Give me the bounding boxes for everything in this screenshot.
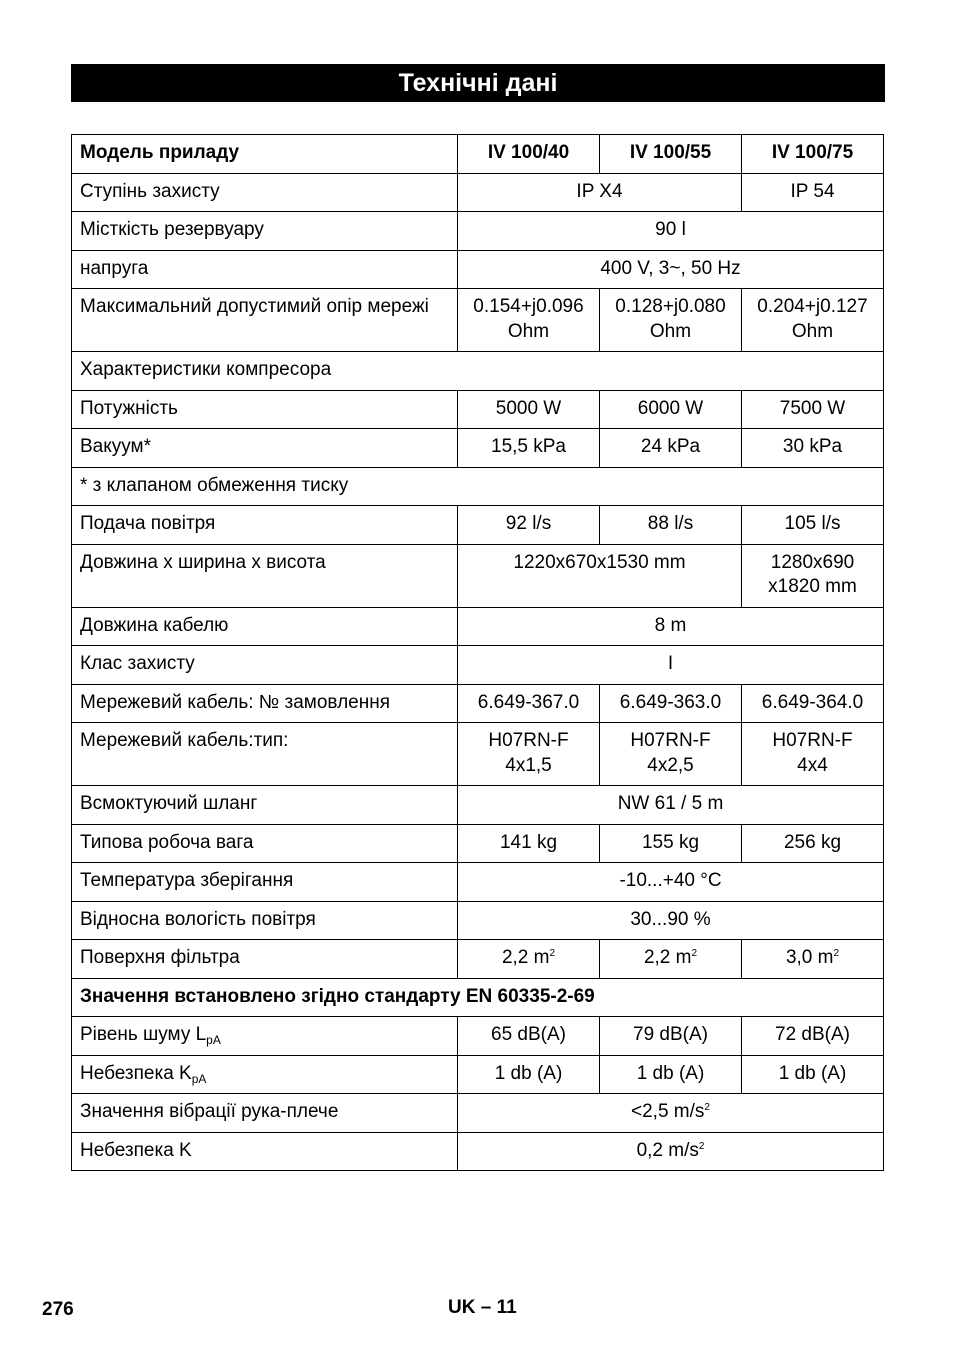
row-value: 1 db (A)	[742, 1055, 884, 1094]
table-row	[72, 824, 884, 863]
row-value: 141 kg	[458, 824, 600, 863]
row-value	[600, 289, 742, 352]
row-value: 6.649-364.0	[742, 684, 884, 723]
row-value: 24 kPa	[600, 429, 742, 468]
value-line-2: x1820 mm	[768, 576, 857, 597]
value-line-2: 4x2,5	[647, 754, 694, 776]
row-label: Місткість резервуару	[72, 212, 458, 251]
value-line-1: 0.128+j0.080	[615, 296, 726, 317]
subscript: pA	[191, 1071, 207, 1086]
header-label: Модель приладу	[72, 135, 458, 174]
row-value: 30 kPa	[742, 429, 884, 468]
table-row	[72, 250, 884, 289]
table-row	[72, 1017, 884, 1056]
row-value: 6.649-367.0	[458, 684, 600, 723]
table-row	[72, 684, 884, 723]
row-value: 79 dB(A)	[600, 1017, 742, 1056]
superscript: 2	[698, 1140, 705, 1152]
row-label	[72, 1017, 458, 1056]
row-value	[458, 723, 600, 786]
table-row	[72, 1055, 884, 1094]
page-number: 276	[42, 1299, 74, 1320]
row-value: 105 l/s	[742, 506, 884, 545]
row-label: Мережевий кабель: № замовлення	[72, 684, 458, 723]
table-row	[72, 289, 884, 352]
subscript: pA	[206, 1033, 221, 1047]
row-value: 1 db (A)	[458, 1055, 600, 1094]
row-value: 5000 W	[458, 390, 600, 429]
row-value	[458, 940, 600, 979]
page-title: Технічні дані	[71, 64, 885, 102]
table-row	[72, 1132, 884, 1171]
table-row	[72, 173, 884, 212]
row-value	[458, 1094, 884, 1133]
value-line-1: H07RN-F	[630, 730, 711, 751]
row-value: 15,5 kPa	[458, 429, 600, 468]
label-text: Рівень шуму L	[80, 1024, 207, 1045]
table-row	[72, 212, 884, 251]
table-row	[72, 723, 884, 786]
row-value: I	[458, 646, 884, 685]
row-label: Поверхня фільтра	[72, 940, 458, 979]
header-model-3: IV 100/75	[742, 135, 884, 174]
value-line-2: Ohm	[791, 320, 834, 342]
row-value: 1220x670x1530 mm	[458, 544, 742, 607]
row-label: Значення вібрації рука-плече	[72, 1094, 458, 1133]
table-row	[72, 901, 884, 940]
row-value	[458, 1132, 884, 1171]
row-value: 30...90 %	[458, 901, 884, 940]
value-text: <2,5 m/s	[631, 1101, 705, 1122]
row-label: Клас захисту	[72, 646, 458, 685]
table-row	[72, 506, 884, 545]
row-value	[742, 723, 884, 786]
row-value: IP 54	[742, 173, 884, 212]
table-header-row	[72, 135, 884, 174]
note-label: * з клапаном обмеження тиску	[72, 467, 884, 506]
value-text: 2,2 m	[643, 947, 692, 968]
row-value	[600, 940, 742, 979]
table-row	[72, 786, 884, 825]
row-value: 88 l/s	[600, 506, 742, 545]
value-line-2: Ohm	[507, 320, 550, 342]
table-row	[72, 1094, 884, 1133]
table-row	[72, 429, 884, 468]
note-row	[72, 467, 884, 506]
row-value: 7500 W	[742, 390, 884, 429]
table-row	[72, 544, 884, 607]
row-label: Вакуум*	[72, 429, 458, 468]
row-value	[600, 723, 742, 786]
table-row	[72, 390, 884, 429]
table-row	[72, 607, 884, 646]
header-model-2: IV 100/55	[600, 135, 742, 174]
value-text: 3,0 m	[785, 947, 834, 968]
language-page-label: UK – 11	[448, 1297, 517, 1318]
technical-data-table	[71, 134, 884, 1171]
value-line-2: 4x1,5	[505, 754, 552, 776]
row-value: 256 kg	[742, 824, 884, 863]
value-line-1: 0.154+j0.096	[473, 296, 584, 317]
row-value: 8 m	[458, 607, 884, 646]
row-label: Всмоктуючий шланг	[72, 786, 458, 825]
label-text: Небезпека K	[80, 1062, 192, 1084]
row-value: 92 l/s	[458, 506, 600, 545]
value-line-1: H07RN-F	[488, 730, 569, 751]
superscript: 2	[691, 948, 698, 959]
table-row	[72, 646, 884, 685]
section-row	[72, 352, 884, 391]
value-line-2: Ohm	[649, 320, 692, 342]
row-label	[72, 1055, 458, 1094]
row-value: -10...+40 °C	[458, 863, 884, 902]
row-value: 155 kg	[600, 824, 742, 863]
section-row	[72, 978, 884, 1017]
value-line-1: H07RN-F	[772, 730, 853, 751]
row-value: 400 V, 3~, 50 Hz	[458, 250, 884, 289]
value-text: 2,2 m	[501, 947, 550, 968]
row-label: Небезпека K	[72, 1132, 458, 1171]
row-label: Довжина x ширина x висота	[72, 544, 458, 607]
section-label: Характеристики компресора	[72, 352, 884, 391]
row-value: 72 dB(A)	[742, 1017, 884, 1056]
row-value: 1 db (A)	[600, 1055, 742, 1094]
value-text: 0,2 m/s	[636, 1139, 699, 1161]
superscript: 2	[833, 948, 840, 959]
header-model-1: IV 100/40	[458, 135, 600, 174]
superscript: 2	[549, 948, 556, 959]
row-value	[742, 544, 884, 607]
row-label: Довжина кабелю	[72, 607, 458, 646]
row-value	[742, 289, 884, 352]
row-label: Подача повітря	[72, 506, 458, 545]
value-line-1: 1280x690	[770, 551, 855, 573]
row-value: IP X4	[458, 173, 742, 212]
row-label: Типова робоча вага	[72, 824, 458, 863]
value-line-1: 0.204+j0.127	[757, 296, 868, 317]
row-label: напруга	[72, 250, 458, 289]
row-value	[458, 289, 600, 352]
row-value: NW 61 / 5 m	[458, 786, 884, 825]
row-label: Відносна вологість повітря	[72, 901, 458, 940]
row-label: Максимальний допустимий опір мережі	[72, 289, 458, 352]
row-value	[742, 940, 884, 979]
row-label: Температура зберігання	[72, 863, 458, 902]
row-label: Ступінь захисту	[72, 173, 458, 212]
row-value: 6000 W	[600, 390, 742, 429]
table-row	[72, 863, 884, 902]
row-value: 90 l	[458, 212, 884, 251]
row-value: 6.649-363.0	[600, 684, 742, 723]
superscript: 2	[704, 1102, 710, 1113]
row-value: 65 dB(A)	[458, 1017, 600, 1056]
row-label: Потужність	[72, 390, 458, 429]
value-line-2: 4x4	[797, 754, 828, 776]
table-row	[72, 940, 884, 979]
row-label: Мережевий кабель:тип:	[72, 723, 458, 786]
section-label: Значення встановлено згідно стандарту EN 60335-2-69	[72, 978, 884, 1017]
